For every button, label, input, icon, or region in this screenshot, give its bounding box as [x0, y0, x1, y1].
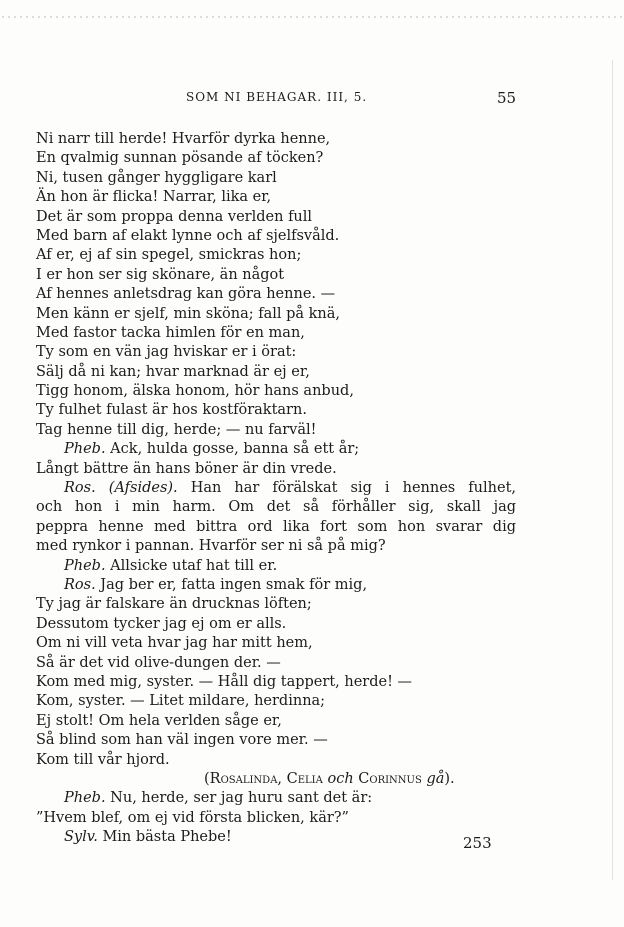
- text-span: Af er, ej af sin spegel, smickras hon;: [36, 247, 302, 264]
- text-span: Af hennes anletsdrag kan göra henne. —: [36, 286, 336, 303]
- text-span: peppra henne med bittra ord lika fort som hon svarar dig: [36, 518, 516, 535]
- text-span: Han har förälskat sig i hennes fulhet,: [177, 480, 517, 497]
- text-span: Dessutom tycker jag ej om er alls.: [36, 615, 287, 632]
- text-line: [36, 401, 516, 420]
- text-span: Jag ber er, fatta ingen smak för mig,: [95, 576, 368, 593]
- text-line: [36, 751, 516, 770]
- text-line: [36, 246, 516, 265]
- text-span: Allsicke utaf hat till er.: [105, 557, 278, 574]
- page-edge-line: [612, 60, 613, 880]
- text-line: [36, 770, 516, 789]
- text-line: [36, 479, 516, 498]
- text-span: med rynkor i pannan. Hvarför ser ni så på mig?: [36, 538, 386, 555]
- text-line: [36, 169, 516, 188]
- text-line: [36, 634, 516, 653]
- signature-number: 253: [463, 834, 492, 852]
- running-header: SOM NI BEHAGAR. III, 5.: [186, 90, 368, 104]
- text-span: Kom, syster. — Litet mildare, herdinna;: [36, 693, 326, 710]
- text-span: Ty jag är falskare än drucknas löften;: [36, 596, 312, 613]
- text-line: [36, 673, 516, 692]
- text-span: Corinnus: [353, 770, 427, 787]
- text-span: Det är som proppa denna verlden full: [36, 208, 313, 225]
- speaker-or-direction: Pheb.: [64, 790, 106, 807]
- speaker-or-direction: Pheb.: [64, 557, 106, 574]
- play-text: [36, 130, 516, 847]
- text-line: [36, 149, 516, 168]
- text-line: [36, 305, 516, 324]
- text-span: ).: [444, 770, 455, 787]
- text-line: [36, 692, 516, 711]
- text-span: Tag henne till dig, herde; — nu farväl!: [36, 421, 317, 438]
- text-line: [36, 285, 516, 304]
- text-span: Ty fulhet fulast är hos kostföraktarn.: [36, 402, 307, 419]
- text-span: Än hon är flicka! Narrar, lika er,: [36, 189, 272, 206]
- text-span: Sälj då ni kan; hvar marknad är ej er,: [36, 363, 310, 380]
- text-line: [36, 460, 516, 479]
- text-line: [36, 828, 516, 847]
- text-span: Så blind som han väl ingen vore mer. —: [36, 732, 328, 749]
- text-line: [36, 518, 516, 537]
- text-line: [36, 363, 516, 382]
- text-span: En qvalmig sunnan pösande af töcken?: [36, 150, 324, 167]
- speaker-or-direction: Ros.: [64, 576, 96, 593]
- text-line: [36, 324, 516, 343]
- text-span: [96, 480, 109, 496]
- speaker-or-direction: gå: [426, 770, 445, 787]
- text-line: [36, 731, 516, 750]
- text-span: Långt bättre än hans böner är din vrede.: [36, 460, 337, 477]
- text-line: [36, 421, 516, 440]
- text-line: [36, 227, 516, 246]
- text-span: Men känn er sjelf, min sköna; fall på knä,: [36, 305, 341, 322]
- speaker-or-direction: Pheb.: [64, 441, 106, 458]
- text-span: Med barn af elakt lynne och af sjelfsvåld.: [36, 227, 340, 244]
- text-span: ”Hvem blef, om ej vid första blicken, kär?”: [36, 809, 349, 826]
- text-span: Kom till vår hjord.: [36, 751, 170, 768]
- text-span: Kom med mig, syster. — Håll dig tappert, herde! —: [36, 673, 413, 690]
- top-edge-dots: [0, 16, 624, 18]
- text-span: Ty som en vän jag hviskar er i örat:: [36, 344, 297, 361]
- text-span: Så är det vid olive-dungen der. —: [36, 654, 281, 671]
- text-line: [36, 266, 516, 285]
- text-span: och hon i min harm. Om det så förhåller sig, skall jag: [36, 499, 516, 516]
- text-line: [36, 576, 516, 595]
- text-span: Om ni vill veta hvar jag har mitt hem,: [36, 635, 313, 652]
- text-span: (Rosalinda, Celia: [204, 770, 328, 787]
- text-line: [36, 498, 516, 517]
- text-line: [36, 188, 516, 207]
- text-span: Ni, tusen gånger hyggligare karl: [36, 169, 277, 186]
- text-line: [36, 615, 516, 634]
- page-number: 55: [497, 89, 517, 107]
- text-span: I er hon ser sig skönare, än något: [36, 266, 285, 283]
- text-line: [36, 557, 516, 576]
- text-span: Nu, herde, ser jag huru sant det är:: [105, 790, 373, 807]
- text-line: [36, 343, 516, 362]
- speaker-or-direction: Ros.: [64, 480, 96, 497]
- text-line: [36, 809, 516, 828]
- text-line: [36, 712, 516, 731]
- speaker-or-direction: Sylv.: [64, 829, 98, 846]
- text-span: Ni narr till herde! Hvarför dyrka henne,: [36, 131, 331, 147]
- text-line: [36, 208, 516, 227]
- text-line: [36, 595, 516, 614]
- text-line: [36, 654, 516, 673]
- text-span: Ack, hulda gosse, banna så ett år;: [105, 441, 360, 458]
- text-line: [36, 789, 516, 808]
- text-line: [36, 130, 516, 149]
- text-line: [36, 440, 516, 459]
- text-line: [36, 382, 516, 401]
- text-line: [36, 537, 516, 556]
- speaker-or-direction: och: [327, 770, 354, 787]
- text-span: Med fastor tacka himlen för en man,: [36, 324, 305, 341]
- speaker-or-direction: (Afsides).: [108, 480, 178, 497]
- text-span: Min bästa Phebe!: [97, 829, 232, 846]
- text-span: Ej stolt! Om hela verlden såge er,: [36, 712, 282, 729]
- text-span: Tigg honom, älska honom, hör hans anbud,: [36, 383, 354, 400]
